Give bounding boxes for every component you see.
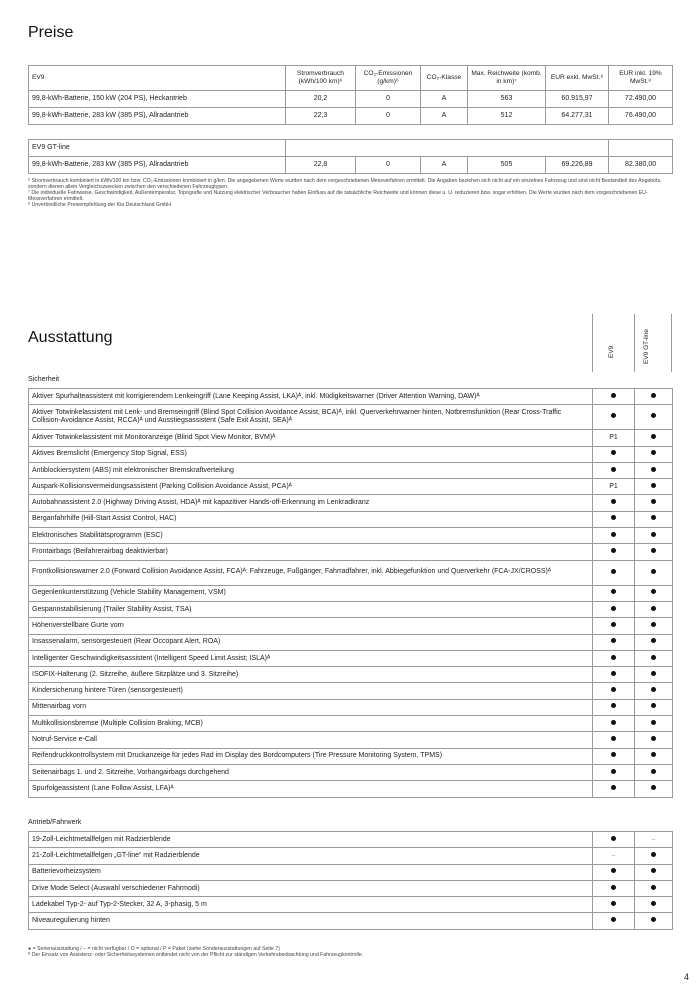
price-footnotes	[28, 178, 673, 208]
availability-gt	[635, 430, 673, 446]
standard-dot-icon	[611, 703, 616, 708]
standard-dot-icon	[611, 736, 616, 741]
availability-ev9	[593, 405, 635, 430]
availability-gt	[635, 716, 673, 732]
availability-gt	[635, 601, 673, 617]
equipment-row	[29, 430, 673, 446]
feature-label: Berganfahrhilfe (Hill-Start Assist Control, HAC)	[29, 511, 593, 527]
feature-label: Batterievorheizsystem	[29, 864, 593, 880]
feature-label: Multikollisionsbremse (Multiple Collision Braking, MCB)	[29, 716, 593, 732]
equipment-row	[29, 389, 673, 405]
feature-label: Spurfolgeassistent (Lane Follow Assist, LFA)ᴬ	[29, 781, 593, 797]
feature-label: Kindersicherung hintere Türen (sensorgesteuert)	[29, 683, 593, 699]
feature-label: Frontkollisionswarner 2.0 (Forward Collision Avoidance Assist, FCA)ᴬ: Fahrzeuge, Fußgänger, Fahrradfahrer, inkl. Abbiegefunktion und Querverkehr (FCA-JX/CROSS)ᴬ	[29, 560, 593, 585]
standard-dot-icon	[611, 917, 616, 922]
feature-label: Mittenairbag vorn	[29, 699, 593, 715]
column-divider	[592, 314, 593, 372]
standard-dot-icon	[651, 622, 656, 627]
standard-dot-icon	[651, 589, 656, 594]
column-header-ev9: EV9	[608, 345, 615, 358]
prices-title: Preise	[28, 24, 74, 41]
equipment-row	[29, 462, 673, 478]
standard-dot-icon	[651, 703, 656, 708]
feature-label: Ladekabel Typ-2- auf Typ-2-Stecker, 32 A, 3-phasig, 5 m	[29, 897, 593, 913]
availability-gt	[635, 544, 673, 560]
equipment-row	[29, 699, 673, 715]
standard-dot-icon	[611, 687, 616, 692]
section-heading: Sicherheit	[28, 376, 60, 383]
availability-gt	[635, 618, 673, 634]
header-price-net: EUR exkl. MwSt.⁸	[546, 66, 609, 91]
availability-ev9	[593, 544, 635, 560]
availability-ev9	[593, 667, 635, 683]
availability-gt	[635, 511, 673, 527]
feature-label: Aktiver Totwinkelassistent mit Lenk- und Bremseingriff (Blind Spot Collision Avoidance Assist, BCA)ᴬ, inkl. Querverkehrwarner hinten, Notbremsfunktion (Rear Cross-Traffic Collision-Avoidance Assist, RCCA)ᴬ und Ausstiegsassistent (Safe Exit Assist, SEA)ᴬ	[29, 405, 593, 430]
standard-dot-icon	[611, 836, 616, 841]
feature-label: Notruf-Service e-Call	[29, 732, 593, 748]
standard-dot-icon	[611, 655, 616, 660]
availability-ev9: P1	[593, 430, 635, 446]
feature-label: Antiblockiersystem (ABS) mit elektronischer Bremskraftverteilung	[29, 462, 593, 478]
page-number: 4	[684, 972, 690, 982]
standard-dot-icon	[651, 569, 656, 574]
price-cell-range: 512	[468, 108, 546, 125]
availability-gt	[635, 699, 673, 715]
feature-label: Aktiver Spurhalteassistent mit korrigierendem Lenkeingriff (Lane Keeping Assist, LKA)ᴬ, inkl. Müdigkeitswarner (Driver Attention Warning, DAW)ᴬ	[29, 389, 593, 405]
header-co2: CO₂-Emissionen (g/km)⁶	[356, 66, 421, 91]
equipment-row	[29, 848, 673, 864]
feature-label: 21-Zoll-Leichtmetallfelgen „GT-line“ mit Radzierblende	[29, 848, 593, 864]
legend-line: ● = Serienausstattung / – = nicht verfügbar / O = optional / P = Paket (siehe Sonderausstattungen auf Seite 7)	[28, 946, 280, 952]
availability-gt	[635, 560, 673, 585]
availability-ev9	[593, 864, 635, 880]
equipment-row	[29, 864, 673, 880]
standard-dot-icon	[611, 671, 616, 676]
availability-gt	[635, 732, 673, 748]
equipment-row	[29, 764, 673, 780]
feature-label: Aktiver Totwinkelassistent mit Monitoranzeige (Blind Spot View Monitor, BVM)ᴬ	[29, 430, 593, 446]
standard-dot-icon	[651, 671, 656, 676]
standard-dot-icon	[651, 752, 656, 757]
price-row	[29, 91, 673, 108]
standard-dot-icon	[611, 606, 616, 611]
standard-dot-icon	[651, 852, 656, 857]
availability-gt	[635, 880, 673, 896]
model-name: EV9 GT-line	[29, 140, 286, 157]
equipment-row	[29, 618, 673, 634]
standard-dot-icon	[651, 736, 656, 741]
availability-ev9	[593, 781, 635, 797]
standard-dot-icon	[611, 752, 616, 757]
availability-gt	[635, 848, 673, 864]
availability-gt	[635, 667, 673, 683]
equipment-title: Ausstattung	[28, 329, 113, 346]
feature-label: Niveauregulierung hinten	[29, 913, 593, 929]
standard-dot-icon	[611, 515, 616, 520]
feature-label: ISOFIX-Halterung (2. Sitzreihe, äußere Sitzplätze und 3. Sitzreihe)	[29, 667, 593, 683]
price-table-ev9	[28, 65, 673, 125]
standard-dot-icon	[651, 687, 656, 692]
price-cell-co2-class: A	[421, 91, 468, 108]
price-cell-co2: 0	[356, 91, 421, 108]
equipment-row	[29, 634, 673, 650]
availability-ev9	[593, 897, 635, 913]
availability-ev9	[593, 699, 635, 715]
price-cell-consumption: 22,8	[286, 157, 356, 174]
availability-ev9: P1	[593, 479, 635, 495]
price-cell-price-net: 64.277,31	[546, 108, 609, 125]
standard-dot-icon	[611, 769, 616, 774]
price-cell-variant: 99,8-kWh-Batterie, 150 kW (204 PS), Heckantrieb	[29, 91, 286, 108]
availability-gt	[635, 462, 673, 478]
feature-label: Seitenairbags 1. und 2. Sitzreihe, Vorhangairbags durchgehend	[29, 764, 593, 780]
availability-gt	[635, 585, 673, 601]
standard-dot-icon	[651, 917, 656, 922]
price-cell-co2: 0	[356, 108, 421, 125]
equipment-row	[29, 748, 673, 764]
standard-dot-icon	[651, 515, 656, 520]
standard-dot-icon	[611, 785, 616, 790]
feature-label: Aktives Bremslicht (Emergency Stop Signal, ESS)	[29, 446, 593, 462]
price-table-ev9-gt-line	[28, 139, 673, 174]
availability-gt: –	[635, 832, 673, 848]
equipment-row	[29, 683, 673, 699]
standard-dot-icon	[611, 638, 616, 643]
standard-dot-icon	[611, 548, 616, 553]
price-row	[29, 108, 673, 125]
availability-ev9	[593, 601, 635, 617]
standard-dot-icon	[611, 868, 616, 873]
standard-dot-icon	[611, 569, 616, 574]
equipment-row	[29, 880, 673, 896]
feature-label: Auspark-Kollisionsvermeidungsassistent (Parking Collision Avoidance Assist, PCA)ᴬ	[29, 479, 593, 495]
price-cell-range: 563	[468, 91, 546, 108]
column-divider	[671, 314, 672, 372]
standard-dot-icon	[651, 548, 656, 553]
price-header-row	[29, 140, 673, 157]
footnote: ⁶ Stromverbrauch kombiniert in kWh/100 km bzw. CO₂-Emissionen kombiniert in g/km. Die angegebenen Werte wurden nach dem vorgeschriebenen Messverfahren ermittelt. Die Angaben beziehen sich nicht auf ein einzelnes Fahrzeug und sind nicht Bestandteil des Angebots, sondern dienen allein Vergleichszwecken zwischen den verschiedenen Fahrzeugtypen.	[28, 178, 662, 191]
feature-label: Autobahnassistent 2.0 (Highway Driving Assist, HDA)ᴬ mit kapazitiver Hands-off-Erkennung im Lenkradkranz	[29, 495, 593, 511]
standard-dot-icon	[611, 532, 616, 537]
availability-ev9	[593, 650, 635, 666]
price-cell-co2-class: A	[421, 157, 468, 174]
standard-dot-icon	[651, 885, 656, 890]
footnote: ⁸ Unverbindliche Preisempfehlung der Kia Deutschland GmbH.	[28, 202, 173, 209]
feature-label: Gespannstabilisierung (Trailer Stability Assist, TSA)	[29, 601, 593, 617]
availability-ev9	[593, 732, 635, 748]
standard-dot-icon	[651, 785, 656, 790]
availability-ev9	[593, 634, 635, 650]
column-divider	[634, 314, 635, 372]
equipment-row	[29, 601, 673, 617]
legend	[28, 946, 673, 958]
header-consumption: Stromverbrauch (kWh/100 km)⁶	[286, 66, 356, 91]
availability-gt	[635, 781, 673, 797]
price-cell-range: 505	[468, 157, 546, 174]
availability-gt	[635, 764, 673, 780]
footnote: ⁷ Die individuelle Fahrweise, Geschwindigkeit, Außentemperatur, Topografie und Nutzung elektrischer Verbraucher haben Einfluss auf die tatsächliche Reichweite und können diese u. U. reduzieren bzw. sogar erhöhen. Die Werte wurden nach dem vorgeschriebenen EU-Messverfahren ermittelt.	[28, 190, 648, 203]
availability-ev9	[593, 716, 635, 732]
model-name: EV9	[29, 66, 286, 91]
feature-label: Höhenverstellbare Gurte vorn	[29, 618, 593, 634]
availability-ev9	[593, 913, 635, 929]
standard-dot-icon	[651, 720, 656, 725]
price-cell-price-net: 60.915,97	[546, 91, 609, 108]
equipment-row	[29, 544, 673, 560]
availability-gt	[635, 389, 673, 405]
column-header-ev9-gt-line: EV9 GT-line	[643, 328, 650, 364]
equipment-table	[28, 831, 673, 930]
standard-dot-icon	[651, 499, 656, 504]
feature-label: Intelligenter Geschwindigkeitsassistent (Intelligent Speed Limit Assist; ISLA)ᴬ	[29, 650, 593, 666]
price-cell-co2-class: A	[421, 108, 468, 125]
price-cell-consumption: 22,3	[286, 108, 356, 125]
availability-gt	[635, 897, 673, 913]
legend-line: ᴬ Der Einsatz von Assistenz- oder Sicherheitssystemen entbindet nicht von der Pflicht zur ständigen Verkehrsbeobachtung und Fahrzeugkontrolle.	[28, 952, 364, 959]
standard-dot-icon	[611, 589, 616, 594]
equipment-row	[29, 897, 673, 913]
availability-gt	[635, 634, 673, 650]
availability-ev9	[593, 618, 635, 634]
standard-dot-icon	[651, 606, 656, 611]
equipment-row	[29, 560, 673, 585]
price-cell-co2: 0	[356, 157, 421, 174]
header-range: Max. Reichweite (komb. in km)⁷	[468, 66, 546, 91]
availability-ev9	[593, 832, 635, 848]
standard-dot-icon	[611, 720, 616, 725]
availability-ev9	[593, 446, 635, 462]
standard-dot-icon	[611, 393, 616, 398]
equipment-row	[29, 716, 673, 732]
section-heading: Antrieb/Fahrwerk	[28, 819, 82, 826]
equipment-row	[29, 495, 673, 511]
availability-ev9: –	[593, 848, 635, 864]
availability-gt	[635, 495, 673, 511]
availability-ev9	[593, 880, 635, 896]
availability-ev9	[593, 389, 635, 405]
feature-label: Insassenalarm, sensorgesteuert (Rear Occopant Alert, ROA)	[29, 634, 593, 650]
availability-ev9	[593, 683, 635, 699]
availability-gt	[635, 405, 673, 430]
standard-dot-icon	[611, 885, 616, 890]
equipment-row	[29, 585, 673, 601]
availability-gt	[635, 650, 673, 666]
availability-ev9	[593, 764, 635, 780]
price-cell-price-gross: 76.490,00	[609, 108, 673, 125]
equipment-row	[29, 732, 673, 748]
availability-gt	[635, 748, 673, 764]
standard-dot-icon	[611, 450, 616, 455]
standard-dot-icon	[611, 622, 616, 627]
standard-dot-icon	[611, 499, 616, 504]
price-cell-variant: 99,8-kWh-Batterie, 283 kW (385 PS), Allradantrieb	[29, 157, 286, 174]
standard-dot-icon	[651, 868, 656, 873]
standard-dot-icon	[651, 638, 656, 643]
availability-ev9	[593, 528, 635, 544]
price-cell-price-gross: 82.380,00	[609, 157, 673, 174]
equipment-row	[29, 405, 673, 430]
equipment-row	[29, 667, 673, 683]
header-co2-class: CO₂-Klasse	[421, 66, 468, 91]
standard-dot-icon	[611, 901, 616, 906]
standard-dot-icon	[651, 655, 656, 660]
availability-gt	[635, 479, 673, 495]
feature-label: Elektronisches Stabilitätsprogramm (ESC)	[29, 528, 593, 544]
standard-dot-icon	[651, 450, 656, 455]
standard-dot-icon	[611, 413, 616, 418]
availability-gt	[635, 446, 673, 462]
feature-label: Frontairbags (Beifahrerairbag deaktivierbar)	[29, 544, 593, 560]
standard-dot-icon	[651, 483, 656, 488]
availability-gt	[635, 864, 673, 880]
equipment-row	[29, 528, 673, 544]
standard-dot-icon	[611, 467, 616, 472]
equipment-row	[29, 832, 673, 848]
equipment-row	[29, 781, 673, 797]
price-cell-consumption: 20,2	[286, 91, 356, 108]
availability-ev9	[593, 462, 635, 478]
equipment-row	[29, 479, 673, 495]
price-cell-price-gross: 72.490,00	[609, 91, 673, 108]
feature-label: Drive Mode Select (Auswahl verschiedener Fahrmodi)	[29, 880, 593, 896]
availability-gt	[635, 683, 673, 699]
availability-ev9	[593, 495, 635, 511]
standard-dot-icon	[651, 467, 656, 472]
equipment-table	[28, 388, 673, 798]
standard-dot-icon	[651, 434, 656, 439]
standard-dot-icon	[651, 769, 656, 774]
equipment-row	[29, 650, 673, 666]
availability-ev9	[593, 511, 635, 527]
standard-dot-icon	[651, 413, 656, 418]
header-price-gross: EUR inkl. 19% MwSt.⁸	[609, 66, 673, 91]
equipment-row	[29, 446, 673, 462]
standard-dot-icon	[651, 901, 656, 906]
availability-gt	[635, 913, 673, 929]
standard-dot-icon	[651, 532, 656, 537]
feature-label: 19-Zoll-Leichtmetallfelgen mit Radzierblende	[29, 832, 593, 848]
availability-gt	[635, 528, 673, 544]
availability-ev9	[593, 585, 635, 601]
price-cell-price-net: 69.226,89	[546, 157, 609, 174]
price-row	[29, 157, 673, 174]
equipment-row	[29, 913, 673, 929]
feature-label: Reifendruckkontrollsystem mit Druckanzeige für jedes Rad im Display des Bordcomputers (Tire Pressure Monitoring System, TPMS)	[29, 748, 593, 764]
standard-dot-icon	[651, 393, 656, 398]
availability-ev9	[593, 748, 635, 764]
feature-label: Gegenlenkunterstützung (Vehicle Stability Management, VSM)	[29, 585, 593, 601]
equipment-row	[29, 511, 673, 527]
availability-ev9	[593, 560, 635, 585]
price-cell-variant: 99,8-kWh-Batterie, 283 kW (385 PS), Allradantrieb	[29, 108, 286, 125]
price-header-row	[29, 66, 673, 91]
